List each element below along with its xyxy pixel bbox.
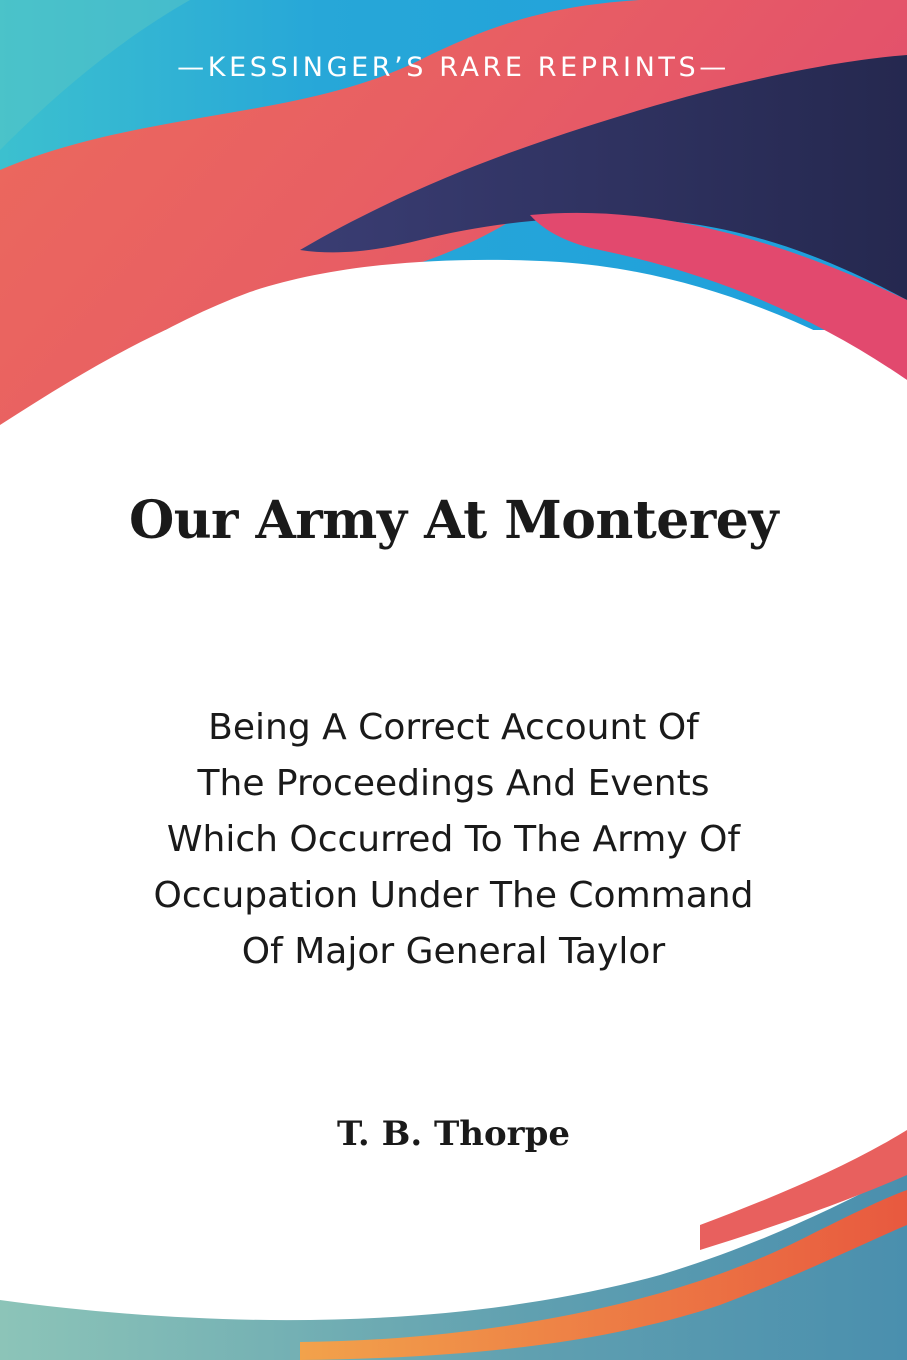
subtitle-line: The Proceedings And Events [197, 763, 710, 804]
subtitle-line: Which Occurred To The Army Of [166, 819, 741, 860]
book-subtitle [60, 700, 847, 980]
subtitle-line: Occupation Under The Command [153, 875, 754, 916]
publisher-imprint: —KESSINGER’S RARE REPRINTS— [177, 52, 730, 83]
book-title: Our Army At Monterey [128, 490, 779, 551]
book-author: T. B. Thorpe [336, 1114, 571, 1154]
subtitle-line: Of Major General Taylor [241, 931, 666, 972]
subtitle-line: Being A Correct Account Of [208, 707, 699, 748]
